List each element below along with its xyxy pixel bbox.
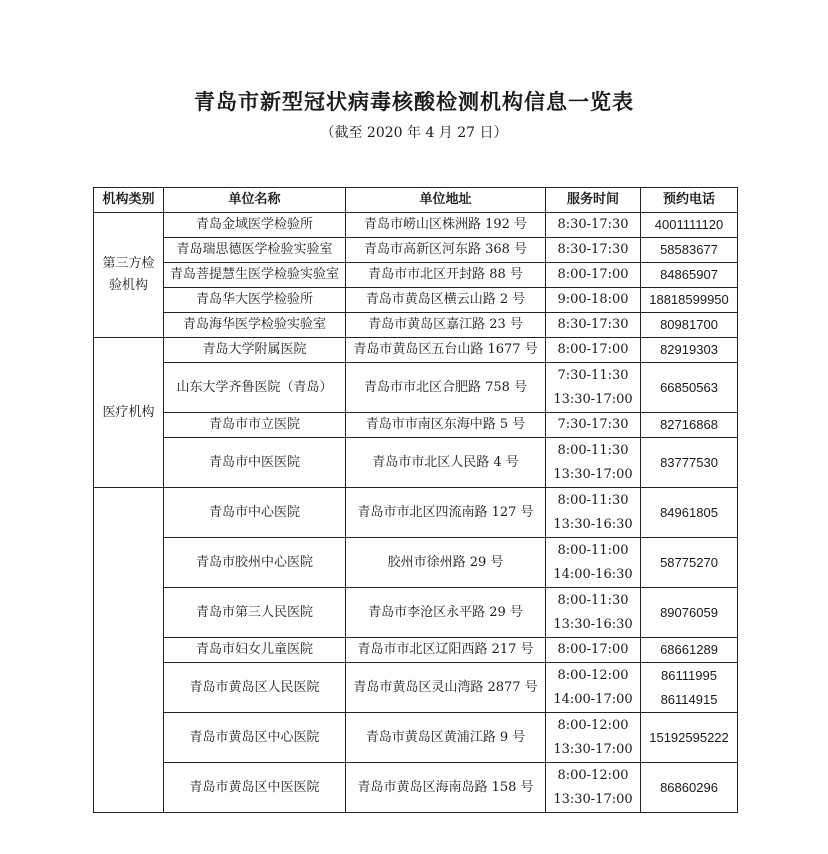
- service-hours-cell: [546, 313, 641, 338]
- unit-name-cell: 青岛市黄岛区人民医院: [164, 663, 346, 713]
- phone-cell: [641, 538, 738, 588]
- unit-name-cell: 青岛市第三人民医院: [164, 588, 346, 638]
- service-hours-text: 8:00-17:00: [557, 642, 629, 657]
- service-hours-cell: [546, 363, 641, 413]
- service-hours-text: 13:30-17:00: [553, 466, 633, 482]
- header-name: 单位名称: [164, 188, 346, 213]
- phone-cell: [641, 263, 738, 288]
- phone-number: 18818599950: [649, 292, 729, 307]
- unit-name-cell: 青岛海华医学检验实验室: [164, 313, 346, 338]
- unit-address-cell: 青岛市市北区辽阳西路 217 号: [346, 638, 546, 663]
- unit-address-cell: 青岛市崂山区株洲路 192 号: [346, 213, 546, 238]
- service-hours-text: 9:00-18:00: [557, 292, 629, 307]
- phone-cell: [641, 713, 738, 763]
- unit-name-cell: 青岛金域医学检验所: [164, 213, 346, 238]
- table-row: [94, 488, 738, 538]
- service-hours-text: 8:00-11:00: [557, 542, 629, 558]
- service-hours-text: 8:00-11:30: [557, 442, 629, 458]
- service-hours-text: 8:30-17:30: [557, 217, 629, 232]
- table-row: [94, 663, 738, 713]
- unit-name-cell: 山东大学齐鲁医院（青岛）: [164, 363, 346, 413]
- service-hours-text: 8:00-12:00: [557, 767, 629, 783]
- phone-cell: [641, 763, 738, 813]
- service-hours-text: 8:00-11:30: [557, 492, 629, 508]
- unit-address-cell: 青岛市黄岛区灵山湾路 2877 号: [346, 663, 546, 713]
- table-row: [94, 763, 738, 813]
- table-row: [94, 238, 738, 263]
- unit-name-cell: 青岛市黄岛区中医医院: [164, 763, 346, 813]
- phone-number: 82919303: [660, 342, 718, 357]
- service-hours-cell: [546, 538, 641, 588]
- unit-name-cell: 青岛华大医学检验所: [164, 288, 346, 313]
- unit-name-cell: 青岛市市立医院: [164, 413, 346, 438]
- service-hours-text: 13:30-17:00: [553, 741, 633, 757]
- unit-address-cell: 青岛市黄岛区黄浦江路 9 号: [346, 713, 546, 763]
- table-row: [94, 588, 738, 638]
- service-hours-text: 8:00-12:00: [557, 717, 629, 733]
- table-row: [94, 538, 738, 588]
- category-cell: 第三方检验机构: [94, 213, 164, 338]
- table-body: [94, 213, 738, 813]
- service-hours-cell: [546, 713, 641, 763]
- header-address: 单位地址: [346, 188, 546, 213]
- unit-address-cell: 胶州市徐州路 29 号: [346, 538, 546, 588]
- service-hours-text: 7:30-11:30: [557, 367, 629, 383]
- unit-address-cell: 青岛市黄岛区嘉江路 23 号: [346, 313, 546, 338]
- service-hours-text: 13:30-16:30: [553, 516, 633, 532]
- unit-address-cell: 青岛市市北区人民路 4 号: [346, 438, 546, 488]
- table-row: [94, 213, 738, 238]
- service-hours-cell: [546, 263, 641, 288]
- service-hours-text: 14:00-17:00: [553, 691, 633, 707]
- table-row: [94, 413, 738, 438]
- table-row: [94, 263, 738, 288]
- phone-cell: [641, 638, 738, 663]
- unit-address-cell: 青岛市黄岛区五台山路 1677 号: [346, 338, 546, 363]
- phone-number: 58583677: [660, 242, 718, 257]
- phone-cell: [641, 438, 738, 488]
- phone-number: 66850563: [660, 379, 718, 395]
- table-row: [94, 363, 738, 413]
- service-hours-text: 8:30-17:30: [557, 242, 629, 257]
- table-row: [94, 713, 738, 763]
- table-header-row: [94, 188, 738, 213]
- page-subtitle: （截至 2020 年 4 月 27 日）: [320, 125, 508, 141]
- service-hours-cell: [546, 338, 641, 363]
- phone-number: 83777530: [660, 454, 718, 470]
- service-hours-cell: [546, 413, 641, 438]
- table-row: [94, 338, 738, 363]
- service-hours-text: 8:00-12:00: [557, 667, 629, 683]
- header-hours: 服务时间: [546, 188, 641, 213]
- phone-number: 82716868: [660, 417, 718, 432]
- page-title: 青岛市新型冠状病毒核酸检测机构信息一览表: [194, 89, 634, 114]
- phone-cell: [641, 238, 738, 263]
- phone-number: 89076059: [660, 604, 718, 620]
- service-hours-text: 13:30-16:30: [553, 616, 633, 632]
- service-hours-cell: [546, 213, 641, 238]
- service-hours-text: 13:30-17:00: [553, 791, 633, 807]
- unit-name-cell: 青岛瑞思德医学检验实验室: [164, 238, 346, 263]
- service-hours-cell: [546, 663, 641, 713]
- phone-number: 86860296: [660, 779, 718, 795]
- phone-number: 58775270: [660, 554, 718, 570]
- service-hours-cell: [546, 238, 641, 263]
- unit-name-cell: 青岛大学附属医院: [164, 338, 346, 363]
- unit-address-cell: 青岛市市北区开封路 88 号: [346, 263, 546, 288]
- phone-number: 84865907: [660, 267, 718, 282]
- unit-address-cell: 青岛市市北区合肥路 758 号: [346, 363, 546, 413]
- unit-address-cell: 青岛市市南区东海中路 5 号: [346, 413, 546, 438]
- service-hours-text: 8:00-17:00: [557, 267, 629, 282]
- service-hours-text: 13:30-17:00: [553, 391, 633, 407]
- service-hours-cell: [546, 763, 641, 813]
- phone-cell: [641, 363, 738, 413]
- phone-number: 15192595222: [649, 729, 729, 745]
- phone-cell: [641, 338, 738, 363]
- unit-address-cell: 青岛市市北区四流南路 127 号: [346, 488, 546, 538]
- unit-name-cell: 青岛菩提慧生医学检验实验室: [164, 263, 346, 288]
- service-hours-text: 8:00-17:00: [557, 342, 629, 357]
- phone-cell: [641, 288, 738, 313]
- phone-cell: [641, 213, 738, 238]
- service-hours-cell: [546, 588, 641, 638]
- phone-cell: [641, 313, 738, 338]
- phone-number: 80981700: [660, 317, 718, 332]
- table-row: [94, 638, 738, 663]
- phone-cell: [641, 588, 738, 638]
- unit-address-cell: 青岛市李沧区永平路 29 号: [346, 588, 546, 638]
- unit-name-cell: 青岛市中心医院: [164, 488, 346, 538]
- unit-address-cell: 青岛市黄岛区海南岛路 158 号: [346, 763, 546, 813]
- unit-name-cell: 青岛市黄岛区中心医院: [164, 713, 346, 763]
- category-cell-continued: [94, 488, 164, 813]
- phone-number: 68661289: [660, 642, 718, 657]
- phone-cell: [641, 413, 738, 438]
- service-hours-cell: [546, 638, 641, 663]
- category-cell: 医疗机构: [94, 338, 164, 488]
- table-row: [94, 313, 738, 338]
- service-hours-text: 8:30-17:30: [557, 317, 629, 332]
- service-hours-cell: [546, 488, 641, 538]
- unit-name-cell: 青岛市胶州中心医院: [164, 538, 346, 588]
- table-row: [94, 288, 738, 313]
- phone-number: 86111995: [661, 667, 717, 683]
- service-hours-cell: [546, 438, 641, 488]
- header-phone: 预约电话: [641, 188, 738, 213]
- phone-number: 84961805: [660, 504, 718, 520]
- phone-cell: [641, 663, 738, 713]
- phone-number: 4001111120: [654, 217, 724, 232]
- phone-number: 86114915: [660, 691, 718, 707]
- service-hours-cell: [546, 288, 641, 313]
- phone-cell: [641, 488, 738, 538]
- table-row: [94, 438, 738, 488]
- unit-name-cell: 青岛市妇女儿童医院: [164, 638, 346, 663]
- service-hours-text: 14:00-16:30: [553, 566, 633, 582]
- service-hours-text: 8:00-11:30: [557, 592, 629, 608]
- institution-table: [93, 187, 738, 813]
- unit-address-cell: 青岛市黄岛区横云山路 2 号: [346, 288, 546, 313]
- unit-name-cell: 青岛市中医医院: [164, 438, 346, 488]
- service-hours-text: 7:30-17:30: [557, 417, 629, 432]
- unit-address-cell: 青岛市高新区河东路 368 号: [346, 238, 546, 263]
- header-category: 机构类别: [94, 188, 164, 213]
